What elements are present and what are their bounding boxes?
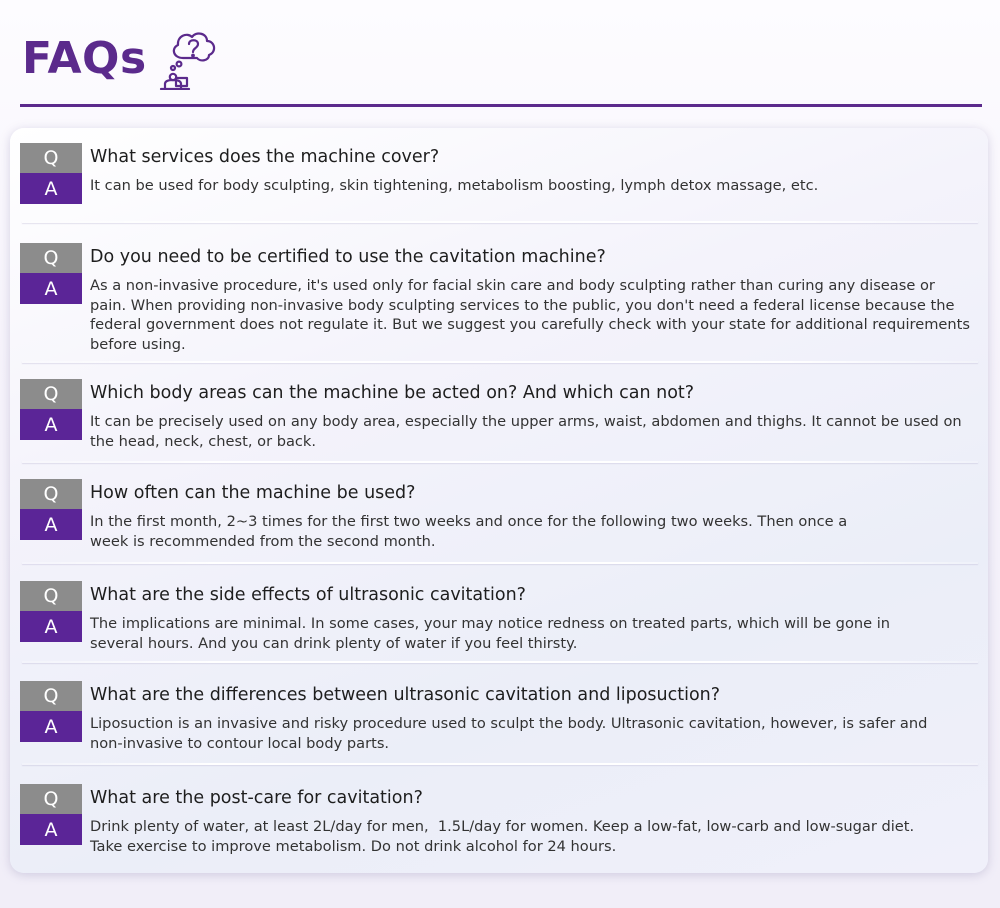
- qa-badge: [20, 581, 82, 642]
- faq-separator: [22, 562, 978, 564]
- a-badge: A: [20, 611, 82, 642]
- faq-question: Do you need to be certified to use the cavitation machine?: [90, 247, 606, 267]
- qa-badge: [20, 784, 82, 845]
- faq-separator: [22, 221, 978, 223]
- faq-question: What are the side effects of ultrasonic cavitation?: [90, 585, 526, 605]
- faq-answer: It can be used for body sculpting, skin tightening, metabolism boosting, lymph detox massage, etc.: [90, 177, 819, 194]
- faq-question: How often can the machine be used?: [90, 483, 416, 503]
- faq-question: Which body areas can the machine be acted on? And which can not?: [90, 383, 695, 403]
- a-badge: A: [20, 711, 82, 742]
- a-badge: A: [20, 814, 82, 845]
- page-title: FAQs: [22, 33, 147, 84]
- q-badge: Q: [20, 581, 82, 611]
- faq-question: What services does the machine cover?: [90, 147, 440, 167]
- faq-answer: Liposuction is an invasive and risky procedure used to sculpt the body. Ultrasonic cavitation, however, is safer and non-invasive to contour local body parts.: [90, 715, 928, 752]
- faq-separator: [22, 461, 978, 463]
- faq-answer: The implications are minimal. In some cases, your may notice redness on treated parts, which will be gone in several hours. And you can drink plenty of water if you feel thirsty.: [90, 615, 891, 652]
- header-divider: [20, 104, 982, 107]
- q-badge: Q: [20, 479, 82, 509]
- faq-answer: As a non-invasive procedure, it's used only for facial skin care and body sculpting rather than curing any disease or pain. When providing non-invasive body sculpting services to the public, you don't need a federal license because the federal government does not regulate it. But we suggest you carefully check with your state for additional requirements before using.: [90, 277, 970, 353]
- a-badge: A: [20, 173, 82, 204]
- faq-answer: In the first month, 2~3 times for the first two weeks and once for the following two weeks. Then once a week is recommended from the second month.: [90, 513, 848, 550]
- faq-answer: Drink plenty of water, at least 2L/day for men, 1.5L/day for women. Keep a low-fat, low-carb and low-sugar diet. Take exercise to improve metabolism. Do not drink alcohol for 24 hours.: [90, 818, 919, 855]
- faq-question: What are the differences between ultrasonic cavitation and liposuction?: [90, 685, 721, 705]
- faq-separator: [22, 661, 978, 663]
- qa-badge: [20, 479, 82, 540]
- a-badge: A: [20, 273, 82, 304]
- qa-badge: [20, 681, 82, 742]
- faq-question: What are the post-care for cavitation?: [90, 788, 423, 808]
- question-thinking-person-icon: [159, 28, 219, 90]
- q-badge: Q: [20, 379, 82, 409]
- a-badge: A: [20, 409, 82, 440]
- faq-answer: It can be precisely used on any body area, especially the upper arms, waist, abdomen and thighs. It cannot be used on the head, neck, chest, or back.: [90, 413, 962, 450]
- a-badge: A: [20, 509, 82, 540]
- q-badge: Q: [20, 143, 82, 173]
- q-badge: Q: [20, 243, 82, 273]
- page-header: [22, 28, 219, 90]
- qa-badge: [20, 143, 82, 204]
- q-badge: Q: [20, 681, 82, 711]
- qa-badge: [20, 379, 82, 440]
- faq-separator: [22, 361, 978, 363]
- qa-badge: [20, 243, 82, 304]
- q-badge: Q: [20, 784, 82, 814]
- faq-separator: [22, 763, 978, 765]
